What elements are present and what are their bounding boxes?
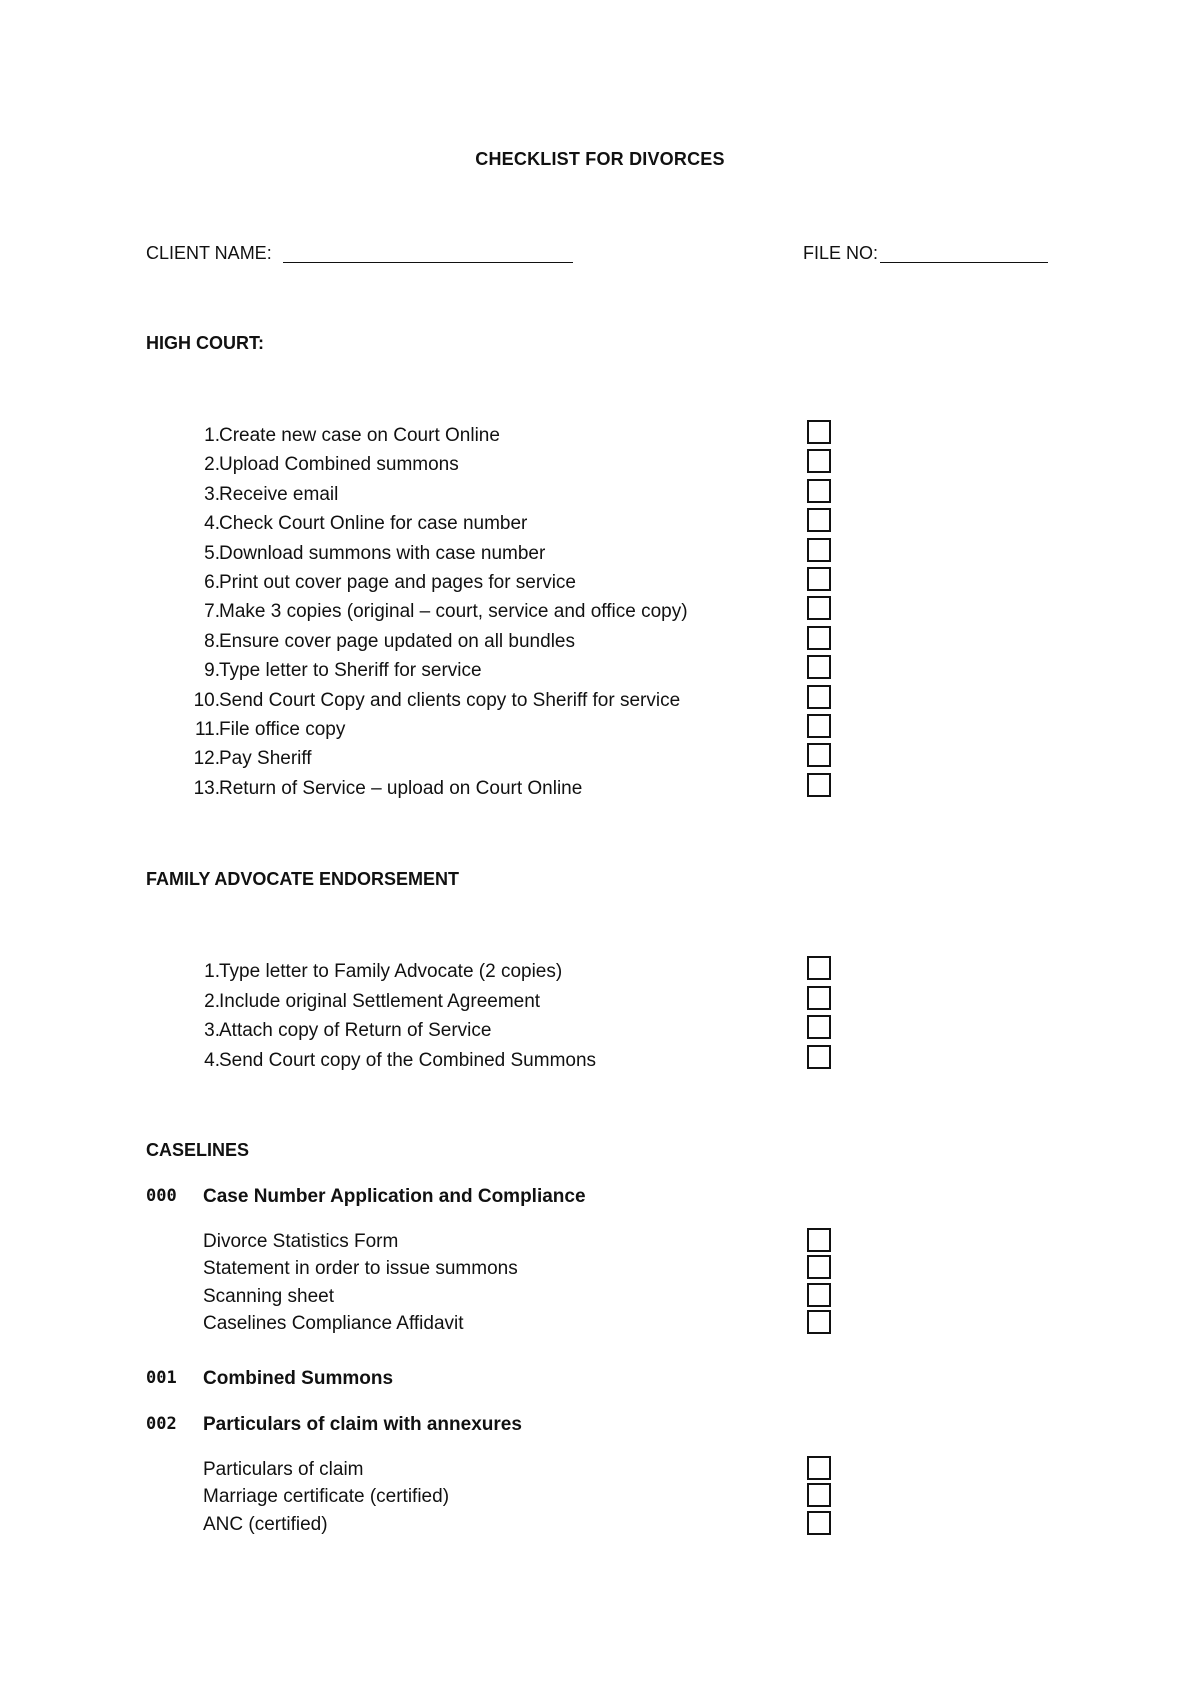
high-court-item-checkbox[interactable] <box>807 449 831 473</box>
high-court-item-number: 1. <box>204 425 220 446</box>
client-name-label: CLIENT NAME: <box>146 243 272 263</box>
caselines-section-title: Case Number Application and Compliance <box>203 1186 586 1207</box>
caselines-item-text: Caselines Compliance Affidavit <box>203 1312 464 1334</box>
high-court-item-checkbox[interactable] <box>807 596 831 620</box>
high-court-item <box>0 425 1200 454</box>
high-court-item <box>0 690 1200 719</box>
high-court-item <box>0 719 1200 748</box>
caselines-item-text: Marriage certificate (certified) <box>203 1486 450 1508</box>
high-court-item-text: Receive email <box>219 483 339 505</box>
caselines-item-checkbox[interactable] <box>807 1255 831 1279</box>
high-court-heading: HIGH COURT: <box>146 333 264 353</box>
high-court-item-text: Make 3 copies (original – court, service and office copy) <box>219 601 688 623</box>
caselines-item-checkbox[interactable] <box>807 1511 831 1535</box>
high-court-item <box>0 631 1200 660</box>
high-court-item <box>0 601 1200 630</box>
high-court-item <box>0 572 1200 601</box>
high-court-item-text: Create new case on Court Online <box>219 425 500 446</box>
high-court-item-number: 6. <box>204 572 220 593</box>
high-court-item-number: 9. <box>204 660 220 682</box>
family-advocate-item-number: 2. <box>204 990 220 1012</box>
family-advocate-item-text: Send Court copy of the Combined Summons <box>219 1049 597 1071</box>
family-advocate-item-checkbox[interactable] <box>807 1015 831 1039</box>
high-court-item-checkbox[interactable] <box>807 655 831 679</box>
caselines-section-code: 002 <box>146 1414 177 1434</box>
file-no-field[interactable] <box>880 262 1048 263</box>
caselines-section-code: 000 <box>146 1186 177 1206</box>
caselines-item-text: Divorce Statistics Form <box>203 1231 399 1252</box>
family-advocate-item-number: 1. <box>204 961 220 982</box>
caselines-heading: CASELINES <box>146 1140 250 1160</box>
caselines-item-text: ANC (certified) <box>203 1513 328 1535</box>
caselines-item-text: Scanning sheet <box>203 1285 334 1307</box>
high-court-item-text: Check Court Online for case number <box>219 513 528 535</box>
family-advocate-item-checkbox[interactable] <box>807 1045 831 1069</box>
high-court-item-number: 4. <box>204 513 220 535</box>
high-court-item-number: 8. <box>204 630 220 652</box>
high-court-item-number: 3. <box>204 483 220 505</box>
family-advocate-item-number: 3. <box>204 1020 220 1041</box>
document-title: CHECKLIST FOR DIVORCES <box>475 149 725 169</box>
high-court-item-checkbox[interactable] <box>807 567 831 591</box>
family-advocate-item <box>0 991 1200 1020</box>
caselines-item-checkbox[interactable] <box>807 1283 831 1307</box>
high-court-item <box>0 454 1200 483</box>
caselines-item-text: Particulars of claim <box>203 1459 364 1480</box>
family-advocate-heading: FAMILY ADVOCATE ENDORSEMENT <box>146 869 460 889</box>
high-court-item <box>0 748 1200 777</box>
high-court-item-number: 13. <box>193 777 220 799</box>
family-advocate-item-number: 4. <box>204 1049 220 1071</box>
high-court-item-number: 11. <box>194 719 220 740</box>
high-court-item-checkbox[interactable] <box>807 538 831 562</box>
high-court-item-text: Pay Sheriff <box>219 748 312 770</box>
high-court-item <box>0 513 1200 542</box>
high-court-item-checkbox[interactable] <box>807 479 831 503</box>
high-court-item-text: Download summons with case number <box>219 542 546 564</box>
caselines-section-code: 001 <box>146 1368 177 1388</box>
high-court-item-number: 10. <box>193 689 220 711</box>
high-court-item-text: Ensure cover page updated on all bundles <box>219 630 575 652</box>
caselines-item-checkbox[interactable] <box>807 1456 831 1480</box>
high-court-item-checkbox[interactable] <box>807 714 831 738</box>
family-advocate-item-text: Include original Settlement Agreement <box>219 990 541 1012</box>
high-court-item <box>0 778 1200 807</box>
high-court-item-checkbox[interactable] <box>807 743 831 767</box>
high-court-item-text: Send Court Copy and clients copy to Sheriff for service <box>219 689 681 711</box>
high-court-item-number: 5. <box>204 542 220 564</box>
caselines-item-checkbox[interactable] <box>807 1228 831 1252</box>
high-court-item-text: File office copy <box>219 719 346 740</box>
high-court-item <box>0 660 1200 689</box>
high-court-item-text: Return of Service – upload on Court Online <box>219 777 583 799</box>
caselines-section-title: Combined Summons <box>203 1368 394 1389</box>
high-court-item-number: 12. <box>193 748 220 770</box>
high-court-item <box>0 543 1200 572</box>
high-court-item-checkbox[interactable] <box>807 685 831 709</box>
caselines-item-checkbox[interactable] <box>807 1310 831 1334</box>
family-advocate-item <box>0 1050 1200 1079</box>
caselines-item-checkbox[interactable] <box>807 1483 831 1507</box>
family-advocate-item-text: Type letter to Family Advocate (2 copies) <box>219 961 563 982</box>
caselines-item-text: Statement in order to issue summons <box>203 1258 518 1280</box>
family-advocate-item <box>0 961 1200 990</box>
high-court-item-text: Upload Combined summons <box>219 454 459 476</box>
high-court-item-checkbox[interactable] <box>807 626 831 650</box>
high-court-item-number: 2. <box>204 454 220 476</box>
high-court-item-text: Type letter to Sheriff for service <box>219 660 482 682</box>
family-advocate-item-checkbox[interactable] <box>807 986 831 1010</box>
high-court-item-text: Print out cover page and pages for service <box>219 572 576 593</box>
family-advocate-item-text: Attach copy of Return of Service <box>219 1020 492 1041</box>
high-court-item <box>0 484 1200 513</box>
high-court-item-checkbox[interactable] <box>807 773 831 797</box>
family-advocate-item-checkbox[interactable] <box>807 956 831 980</box>
client-name-field[interactable] <box>283 262 573 263</box>
high-court-item-checkbox[interactable] <box>807 508 831 532</box>
caselines-section-title: Particulars of claim with annexures <box>203 1414 522 1435</box>
high-court-item-number: 7. <box>204 601 220 623</box>
file-no-label: FILE NO: <box>803 243 879 263</box>
high-court-item-checkbox[interactable] <box>807 420 831 444</box>
family-advocate-item <box>0 1020 1200 1049</box>
